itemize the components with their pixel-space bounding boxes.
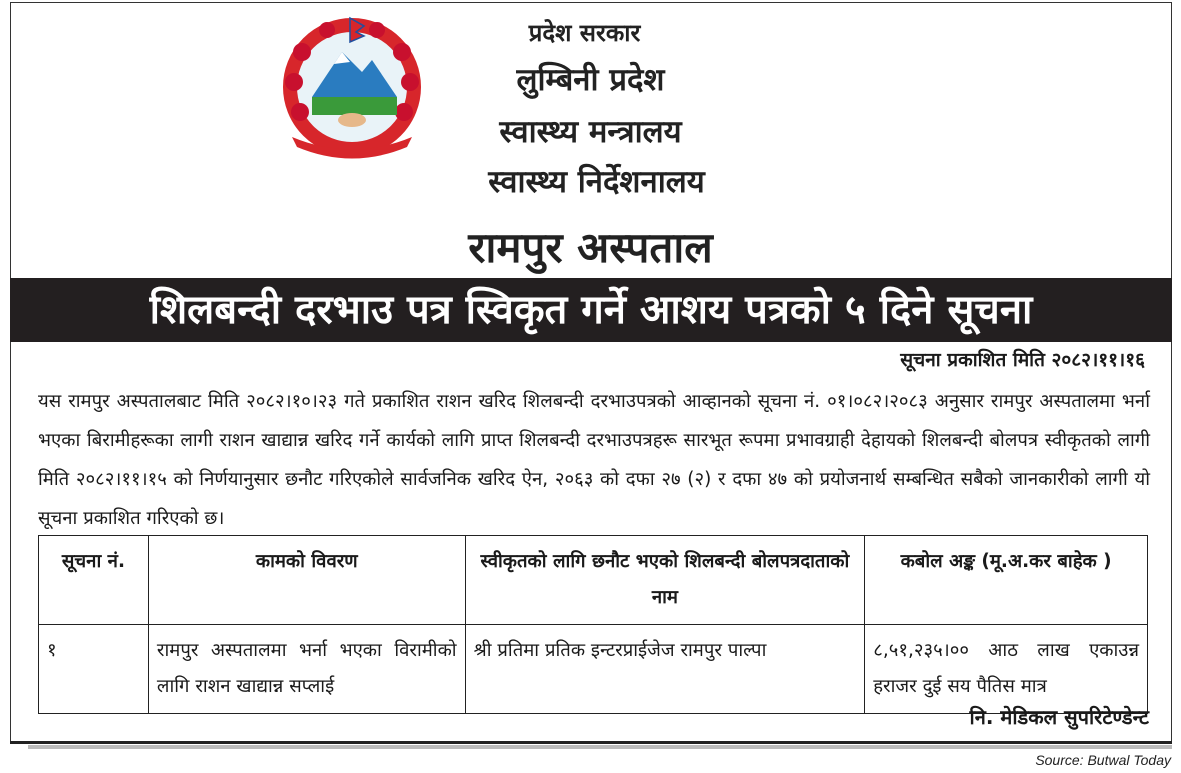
awarded-bid-table [38,535,1148,714]
province-heading: लुम्बिनी प्रदेश [516,62,665,98]
government-heading: प्रदेश सरकार [528,19,641,47]
source-credit: Source: Butwal Today [1035,752,1171,768]
notice-body-text: यस रामपुर अस्पतालबाट मिति २०८२।१०।२३ गते प्रकाशित राशन खरिद शिलबन्दी दरभाउपत्रको आव्हानको सूचना नं. ०१।०८२।२०८३ अनुसार रामपुर अस्पतालमा भर्ना भएका बिरामीहरूका लागी राशन खाद्यान्न खरिद गर्ने कार्यको लागि प्राप्त शिलबन्दी दरभाउपत्रहरू सारभूत रूपमा प्रभावग्राही देहायको शिलबन्दी बोलपत्र स्वीकृतको लागी मिति २०८२।११।१५ को निर्णयानुसार छनौट गरिएकोले सार्वजनिक खरिद ऐन, २०६३ को दफा २७ (२) र दफा ४७ को प्रयोजनार्थ सम्बन्धित सबैको जानकारीको लागी यो सूचना प्रकाशित गरिएको छ। [38,391,1150,529]
header-bid-amount: कबोल अङ्क (मू.अ.कर बाहेक ) [865,536,1148,625]
cell-notice-no: १ [39,625,149,714]
header-selected-bidder: स्वीकृतको लागि छनौट भएको शिलबन्दी बोलपत्रदाताको नाम [465,536,865,625]
table-row [39,625,1148,714]
cell-work-description: रामपुर अस्पतालमा भर्ना भएका विरामीको लागि राशन खाद्यान्न सप्लाई [148,625,465,714]
table-header-row [39,536,1148,625]
notice-title-banner: शिलबन्दी दरभाउ पत्र स्विकृत गर्ने आशय पत्रको ५ दिने सूचना [10,278,1172,342]
published-date: सूचना प्रकाशित मिति २०८२।११।१६ [900,349,1145,371]
cell-selected-bidder: श्री प्रतिमा प्रतिक इन्टरप्राईजेज रामपुर पाल्पा [465,625,865,714]
ministry-heading: स्वास्थ्य मन्त्रालय [499,114,682,150]
directorate-heading: स्वास्थ्य निर्देशनालय [488,164,705,200]
cell-bid-amount: ८,५१,२३५।०० आठ लाख एकाउन्न हराजर दुई सय पैतिस मात्र [865,625,1148,714]
gray-divider [28,745,1172,749]
bottom-divider [10,741,1172,744]
signatory-title: नि. मेडिकल सुपरिटेण्डेन्ट [969,705,1149,729]
header-notice-no: सूचना नं. [39,536,149,625]
header-work-description: कामको विवरण [148,536,465,625]
hospital-heading: रामपुर अस्पताल [468,223,713,272]
